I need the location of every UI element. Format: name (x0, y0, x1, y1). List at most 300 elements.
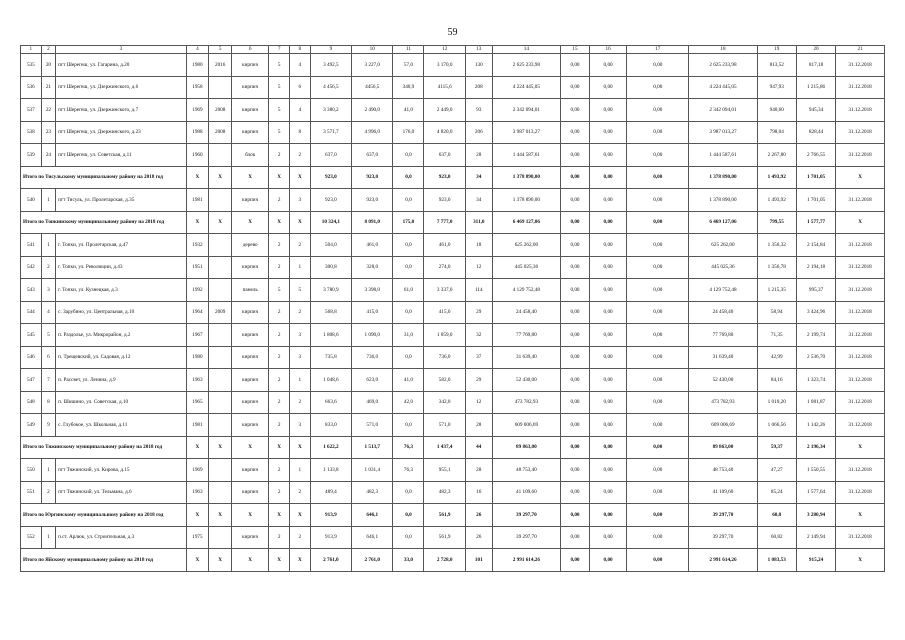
total-cell: 2 196,34 (796, 436, 835, 459)
total-cell: 0,00 (589, 549, 626, 572)
table-cell: 504,0 (310, 234, 351, 257)
table-cell: 1 (41, 189, 55, 212)
table-cell: 535 (21, 54, 42, 77)
address-cell: г. Топки, ул. Пролетарская, д.47 (56, 234, 186, 257)
table-cell: 461,0 (424, 234, 465, 257)
total-cell: 0,00 (589, 166, 626, 189)
total-cell: 923,0 (424, 166, 465, 189)
column-number-cell: 3 (56, 46, 186, 54)
table-cell: 2009 (209, 301, 232, 324)
table-cell: 93 (465, 99, 492, 122)
total-cell: 34 (465, 166, 492, 189)
table-cell: 31.12.2018 (836, 526, 885, 549)
address-cell: г. Топки, ул. Кузнецкая, д.3 (56, 279, 186, 302)
total-cell: 1 493,92 (757, 166, 796, 189)
district-total-row (21, 436, 885, 459)
table-cell (209, 279, 232, 302)
table-cell: 4 (41, 301, 55, 324)
table-cell: 16 (465, 481, 492, 504)
table-cell: 0,00 (561, 256, 590, 279)
table-cell: 0,00 (561, 301, 590, 324)
total-cell: 311,0 (465, 211, 492, 234)
table-cell: 0,00 (589, 414, 626, 437)
column-number-cell: 6 (232, 46, 269, 54)
total-cell: X (186, 504, 209, 527)
table-cell: 0,00 (561, 99, 590, 122)
table-cell: кирпич (232, 256, 269, 279)
table-cell: 24 458,40 (492, 301, 560, 324)
table-cell: 12 (465, 256, 492, 279)
table-cell: 61,0 (393, 279, 424, 302)
table-cell: 4 224 445,05 (689, 76, 757, 99)
table-cell: 41 109,60 (689, 481, 757, 504)
total-cell: X (209, 436, 232, 459)
table-cell: 543 (21, 279, 42, 302)
table-cell: 3 398,0 (352, 279, 393, 302)
table-cell: 23 (41, 121, 55, 144)
total-cell: X (232, 504, 269, 527)
table-cell (209, 76, 232, 99)
table-cell: 41 109,60 (492, 481, 560, 504)
address-cell: пгт Шерегеш, ул. Гагарина, д.20 (56, 54, 186, 77)
table-cell: 2 (269, 481, 290, 504)
table-cell: 1975 (186, 526, 209, 549)
total-cell: X (209, 549, 232, 572)
total-cell: 799,55 (757, 211, 796, 234)
table-row (21, 121, 885, 144)
table-cell: 0,00 (627, 481, 689, 504)
total-cell: X (269, 436, 290, 459)
table-cell: 2 (289, 391, 310, 414)
table-cell: кирпич (232, 301, 269, 324)
column-number-cell: 9 (310, 46, 351, 54)
table-cell: 415,0 (352, 301, 393, 324)
table-cell: 539 (21, 144, 42, 167)
table-cell: 637,0 (424, 144, 465, 167)
table-cell (209, 256, 232, 279)
table-cell: 31 639,40 (689, 346, 757, 369)
table-cell: 2 (269, 234, 290, 257)
table-cell: 60,82 (757, 526, 796, 549)
table-cell: 736,0 (424, 346, 465, 369)
table-cell: 2 (289, 234, 310, 257)
table-cell: 0,0 (393, 234, 424, 257)
table-cell: 31.12.2018 (836, 279, 885, 302)
table-cell: 300,8 (310, 256, 351, 279)
district-total-row (21, 549, 885, 572)
column-number-cell: 13 (465, 46, 492, 54)
table-cell (209, 414, 232, 437)
table-cell: 0,00 (627, 324, 689, 347)
table-cell: 1980 (186, 346, 209, 369)
address-cell: п.ст. Арлюк, ул. Строительная, д.3 (56, 526, 186, 549)
table-cell: 3 227,0 (352, 54, 393, 77)
total-cell: 59,37 (757, 436, 796, 459)
table-cell: 4 820,0 (424, 121, 465, 144)
housing-register-table (20, 45, 885, 572)
total-cell: 1 577,77 (796, 211, 835, 234)
table-row (21, 76, 885, 99)
table-cell: 6 (289, 76, 310, 99)
table-cell: 0,0 (393, 481, 424, 504)
table-cell: 28 (465, 144, 492, 167)
table-cell: 2 149,94 (796, 526, 835, 549)
table-cell: 31.12.2018 (836, 121, 885, 144)
table-cell: 0,0 (393, 144, 424, 167)
table-cell: 0,00 (589, 121, 626, 144)
total-cell: X (209, 504, 232, 527)
table-cell: 2 490,0 (352, 99, 393, 122)
address-cell: пгт Шерегеш, ул. Советская, д.11 (56, 144, 186, 167)
address-cell: с. Зарубино, ул. Центральная, д.10 (56, 301, 186, 324)
table-cell: 833,0 (310, 414, 351, 437)
table-cell: 473 782,93 (689, 391, 757, 414)
table-cell: 489,4 (310, 481, 351, 504)
table-cell: 625 262,00 (492, 234, 560, 257)
table-cell: 1967 (186, 324, 209, 347)
table-cell: 663,6 (310, 391, 351, 414)
total-cell: 6 469 127,06 (689, 211, 757, 234)
table-cell: 2 342 094,01 (689, 99, 757, 122)
total-cell: 2 761,0 (310, 549, 351, 572)
table-cell: 2 (289, 526, 310, 549)
address-cell: пгт Шерегеш, ул. Дзержинского, д.23 (56, 121, 186, 144)
total-cell: X (289, 166, 310, 189)
table-cell: 923,0 (352, 189, 393, 212)
table-cell: 5 (269, 279, 290, 302)
table-row (21, 346, 885, 369)
table-cell: 542 (21, 256, 42, 279)
table-cell: 5 (269, 99, 290, 122)
table-cell: 3 987 013,27 (492, 121, 560, 144)
table-row (21, 256, 885, 279)
table-cell: 568,8 (310, 301, 351, 324)
district-total-label: Итого по Тяжинскому муниципальному району на 2018 год (21, 436, 187, 459)
table-cell: 52 430,00 (689, 369, 757, 392)
table-cell: 0,00 (589, 279, 626, 302)
total-cell: 89 863,00 (689, 436, 757, 459)
table-cell: 3 (289, 189, 310, 212)
column-number-cell: 14 (492, 46, 560, 54)
table-cell: 114 (465, 279, 492, 302)
table-cell: 0,00 (627, 234, 689, 257)
table-cell: 1963 (186, 369, 209, 392)
table-cell: 3 (41, 279, 55, 302)
table-cell (209, 526, 232, 549)
table-cell: 537 (21, 99, 42, 122)
table-cell: 540 (21, 189, 42, 212)
table-cell: 31.12.2018 (836, 391, 885, 414)
table-cell: 1988 (186, 121, 209, 144)
total-cell: 175,0 (393, 211, 424, 234)
table-cell: 0,00 (561, 414, 590, 437)
total-cell: 101 (465, 549, 492, 572)
column-number-cell: 2 (41, 46, 55, 54)
table-cell: 1951 (186, 256, 209, 279)
table-cell: 5 (269, 76, 290, 99)
table-cell: 1 444 587,61 (689, 144, 757, 167)
table-cell: 77 769,80 (689, 324, 757, 347)
table-cell: 913,9 (310, 526, 351, 549)
table-cell: 31.12.2018 (836, 369, 885, 392)
table-cell: 31.12.2018 (836, 54, 885, 77)
table-cell: 5 (289, 279, 310, 302)
total-cell: 0,00 (589, 211, 626, 234)
table-cell: 3 424,96 (796, 301, 835, 324)
table-cell: кирпич (232, 346, 269, 369)
table-cell: 1932 (186, 234, 209, 257)
total-cell: X (289, 211, 310, 234)
table-cell: 461,0 (352, 234, 393, 257)
table-cell: 41,0 (393, 369, 424, 392)
table-cell: 42,0 (393, 391, 424, 414)
address-cell: г. Топки, ул. Революции, д.43 (56, 256, 186, 279)
table-cell: 1 215,86 (796, 76, 835, 99)
column-number-cell: 4 (186, 46, 209, 54)
total-cell: X (186, 549, 209, 572)
table-cell: 995,37 (796, 279, 835, 302)
table-cell: кирпич (232, 526, 269, 549)
table-cell: 623,0 (352, 369, 393, 392)
table-cell: 0,00 (627, 346, 689, 369)
table-cell (209, 459, 232, 482)
table-cell: 1 215,35 (757, 279, 796, 302)
total-cell: 0,0 (393, 504, 424, 527)
table-cell (209, 346, 232, 369)
table-cell: 0,00 (589, 189, 626, 212)
table-cell: 3 571,7 (310, 121, 351, 144)
district-total-label: Итого по Тисульскому муниципальному району на 2018 год (21, 166, 187, 189)
table-cell: 0,0 (393, 301, 424, 324)
table-cell: 0,00 (561, 526, 590, 549)
column-number-cell: 15 (561, 46, 590, 54)
table-cell: 1 090,0 (352, 324, 393, 347)
table-cell: 76,3 (393, 459, 424, 482)
table-cell: 4 996,0 (352, 121, 393, 144)
table-cell: 39 297,70 (492, 526, 560, 549)
table-cell: 1 066,56 (757, 414, 796, 437)
table-cell: 2 (289, 144, 310, 167)
table-cell: 0,00 (627, 121, 689, 144)
table-cell: 4 129 752,48 (689, 279, 757, 302)
table-cell: 1 356,32 (757, 234, 796, 257)
table-cell: 5 (269, 54, 290, 77)
total-cell: 923,0 (352, 166, 393, 189)
table-cell: 2 (289, 301, 310, 324)
total-cell: 1 378 890,00 (492, 166, 560, 189)
total-cell: X (209, 166, 232, 189)
table-cell: 41,0 (393, 99, 424, 122)
table-cell: 1 701,05 (796, 189, 835, 212)
table-cell: 2 (269, 324, 290, 347)
table-cell: 71,35 (757, 324, 796, 347)
table-cell: 130 (465, 54, 492, 77)
table-cell: 2 (269, 459, 290, 482)
table-cell: 2 (41, 256, 55, 279)
table-cell: 0,00 (561, 324, 590, 347)
table-cell: 32 (465, 324, 492, 347)
table-cell: кирпич (232, 391, 269, 414)
total-cell: 0,00 (627, 549, 689, 572)
table-cell: 923,0 (310, 189, 351, 212)
table-cell: 571,0 (352, 414, 393, 437)
table-cell: 85,24 (757, 481, 796, 504)
table-cell: 545 (21, 324, 42, 347)
table-cell: 31.12.2018 (836, 301, 885, 324)
table-cell: 2 625 233,98 (689, 54, 757, 77)
table-cell: кирпич (232, 324, 269, 347)
table-cell: 0,00 (561, 481, 590, 504)
table-cell: 1 142,26 (796, 414, 835, 437)
table-cell: 1958 (186, 76, 209, 99)
table-cell: 552 (21, 526, 42, 549)
table-row (21, 459, 885, 482)
table-cell: 3 780,9 (310, 279, 351, 302)
table-cell: 3 170,0 (424, 54, 465, 77)
table-cell: 609 006,69 (492, 414, 560, 437)
table-cell: 24 458,40 (689, 301, 757, 324)
table-cell: 1969 (186, 99, 209, 122)
column-number-cell: 8 (289, 46, 310, 54)
table-cell (209, 189, 232, 212)
table-cell: 1 (289, 369, 310, 392)
table-cell: 24 (41, 144, 55, 167)
column-number-cell: 19 (757, 46, 796, 54)
column-number-cell: 21 (836, 46, 885, 54)
total-cell: 646,1 (352, 504, 393, 527)
table-cell: 9 (41, 414, 55, 437)
table-cell: 1 378 890,00 (492, 189, 560, 212)
total-cell: 7 777,0 (424, 211, 465, 234)
address-cell: пгт Шерегеш, ул. Дзержинского, д.7 (56, 99, 186, 122)
table-cell: 3 (289, 346, 310, 369)
table-row (21, 144, 885, 167)
table-cell: 2 194,18 (796, 256, 835, 279)
address-cell: с. Глубокое, ул. Школьная, д.11 (56, 414, 186, 437)
table-cell: 48 753,40 (689, 459, 757, 482)
table-cell: 1 010,20 (757, 391, 796, 414)
table-cell: 923,0 (424, 189, 465, 212)
table-row (21, 234, 885, 257)
table-cell: 26 (465, 526, 492, 549)
total-cell: 0,00 (561, 436, 590, 459)
table-cell: 538 (21, 121, 42, 144)
total-cell: 33,0 (393, 549, 424, 572)
table-cell: 29 (465, 301, 492, 324)
table-cell: 274,0 (424, 256, 465, 279)
table-cell: 2 (269, 391, 290, 414)
table-cell: 2 (269, 346, 290, 369)
table-cell: 31.12.2018 (836, 346, 885, 369)
column-number-cell: 16 (589, 46, 626, 54)
total-cell: 60,8 (757, 504, 796, 527)
table-cell: 0,00 (561, 144, 590, 167)
table-cell: 0,00 (561, 346, 590, 369)
table-cell: 28 (465, 414, 492, 437)
address-cell: пгт Тисуль, ул. Пролетарская, д.35 (56, 189, 186, 212)
table-cell: 0,0 (393, 526, 424, 549)
total-cell: 0,00 (561, 211, 590, 234)
table-cell: 625 262,00 (689, 234, 757, 257)
table-cell (209, 234, 232, 257)
table-cell: кирпич (232, 459, 269, 482)
table-cell: 798,04 (757, 121, 796, 144)
table-cell: 546 (21, 346, 42, 369)
table-cell: 1 550,55 (796, 459, 835, 482)
table-cell: 4 224 445,05 (492, 76, 560, 99)
table-cell: 0,00 (627, 144, 689, 167)
table-cell: 208 (465, 76, 492, 99)
table-cell: 940,60 (757, 99, 796, 122)
table-cell: 0,00 (589, 369, 626, 392)
table-cell: 736,0 (352, 346, 393, 369)
table-cell: 0,00 (589, 144, 626, 167)
total-cell: 913,9 (310, 504, 351, 527)
table-cell: кирпич (232, 54, 269, 77)
table-cell: 3 987 013,27 (689, 121, 757, 144)
total-cell: X (232, 166, 269, 189)
total-cell: X (269, 549, 290, 572)
table-cell: 4115,6 (424, 76, 465, 99)
table-cell: дерево (232, 234, 269, 257)
total-cell: X (836, 166, 885, 189)
table-cell: 0,00 (561, 76, 590, 99)
table-cell: 2 (269, 256, 290, 279)
table-cell: 0,00 (627, 54, 689, 77)
table-cell: 2 (269, 189, 290, 212)
district-total-label: Итого по Юргинскому муниципальному району на 2018 год (21, 504, 187, 527)
total-cell: X (269, 166, 290, 189)
total-cell: 76,3 (393, 436, 424, 459)
table-row (21, 324, 885, 347)
table-cell: 21 (41, 76, 55, 99)
table-cell: 4 456,5 (310, 76, 351, 99)
table-cell: 637,0 (310, 144, 351, 167)
table-cell: 0,0 (393, 256, 424, 279)
table-cell: 445 025,36 (689, 256, 757, 279)
table-cell: 1969 (186, 459, 209, 482)
table-cell: 31.12.2018 (836, 256, 885, 279)
total-cell: 0,00 (627, 211, 689, 234)
district-total-row (21, 211, 885, 234)
table-cell: 1960 (186, 144, 209, 167)
table-cell: 0,00 (627, 279, 689, 302)
table-cell: 0,00 (627, 301, 689, 324)
table-cell: 582,0 (424, 369, 465, 392)
table-cell (209, 391, 232, 414)
district-total-row (21, 166, 885, 189)
column-number-cell: 18 (689, 46, 757, 54)
table-cell: 328,0 (352, 256, 393, 279)
table-cell: 20 (41, 54, 55, 77)
table-cell: 549 (21, 414, 42, 437)
table-cell: 8 (289, 121, 310, 144)
table-cell: 1 378 890,00 (689, 189, 757, 212)
address-cell: п. Трещевский, ул. Садовая, д.12 (56, 346, 186, 369)
table-cell: 1964 (186, 301, 209, 324)
table-cell (209, 144, 232, 167)
table-cell: 0,00 (561, 121, 590, 144)
total-cell: 3 280,94 (796, 504, 835, 527)
table-cell: 646,1 (352, 526, 393, 549)
table-row (21, 301, 885, 324)
table-cell: 0,00 (589, 324, 626, 347)
total-cell: 0,00 (589, 504, 626, 527)
table-cell: 57,0 (393, 54, 424, 77)
table-cell: 340,9 (393, 76, 424, 99)
table-row (21, 414, 885, 437)
table-cell: 4456,5 (352, 76, 393, 99)
